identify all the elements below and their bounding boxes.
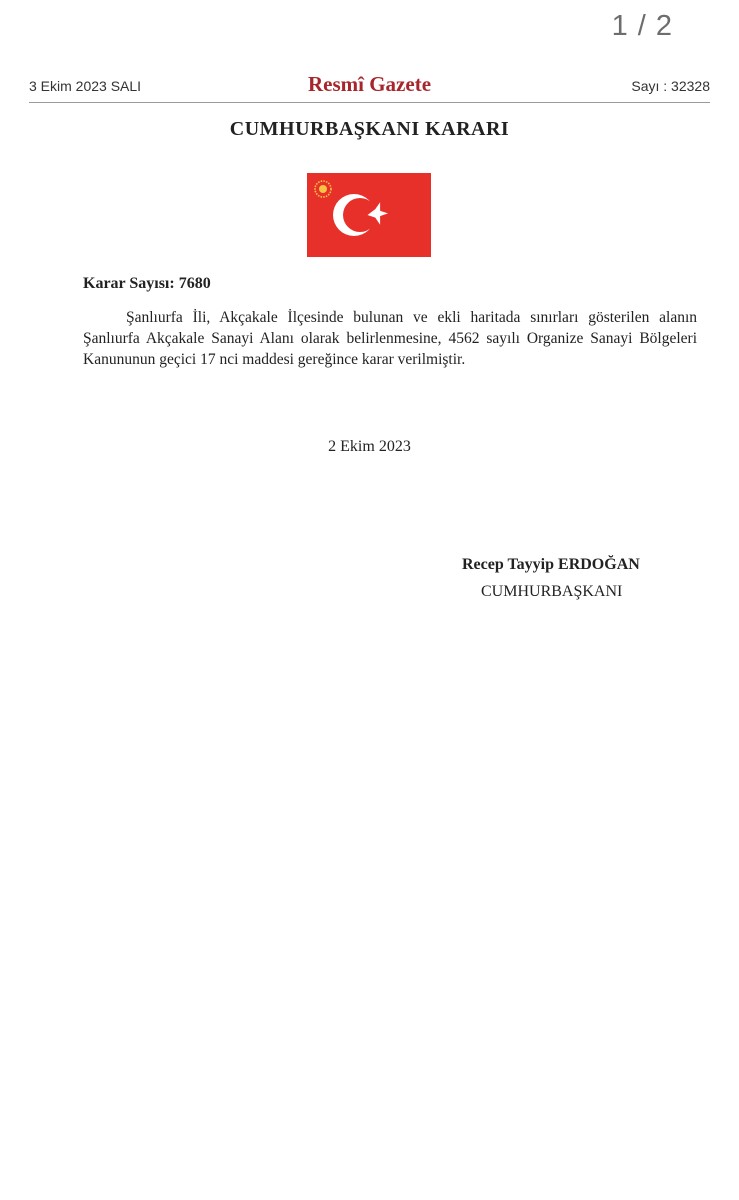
signatory-name: Recep Tayyip ERDOĞAN xyxy=(462,556,640,573)
decision-number: Karar Sayısı: 7680 xyxy=(83,275,211,292)
turkish-flag-icon xyxy=(307,173,431,257)
header-date: 3 Ekim 2023 SALI xyxy=(29,78,142,94)
decision-body xyxy=(83,307,697,370)
issue-number: Sayı : 32328 xyxy=(631,78,710,94)
document-title: CUMHURBAŞKANI KARARI xyxy=(229,118,510,140)
page-indicator: 1 / 2 xyxy=(611,10,673,42)
decision-date: 2 Ekim 2023 xyxy=(328,438,411,455)
decision-paragraph: Şanlıurfa İli, Akçakale İlçesinde bulunan ve ekli haritada sınırları gösterilen alanın Şanlıurfa Akçakale Sanayi Alanı olarak belirlenmesine, 4562 sayılı Organize Sanayi Bölgeleri Kanununun geçici 17 nci maddesi gereğince karar verilmiştir. xyxy=(83,309,697,368)
gazette-header xyxy=(29,72,710,103)
gazette-title: Resmî Gazete xyxy=(307,72,432,96)
signatory-title: CUMHURBAŞKANI xyxy=(481,583,623,600)
